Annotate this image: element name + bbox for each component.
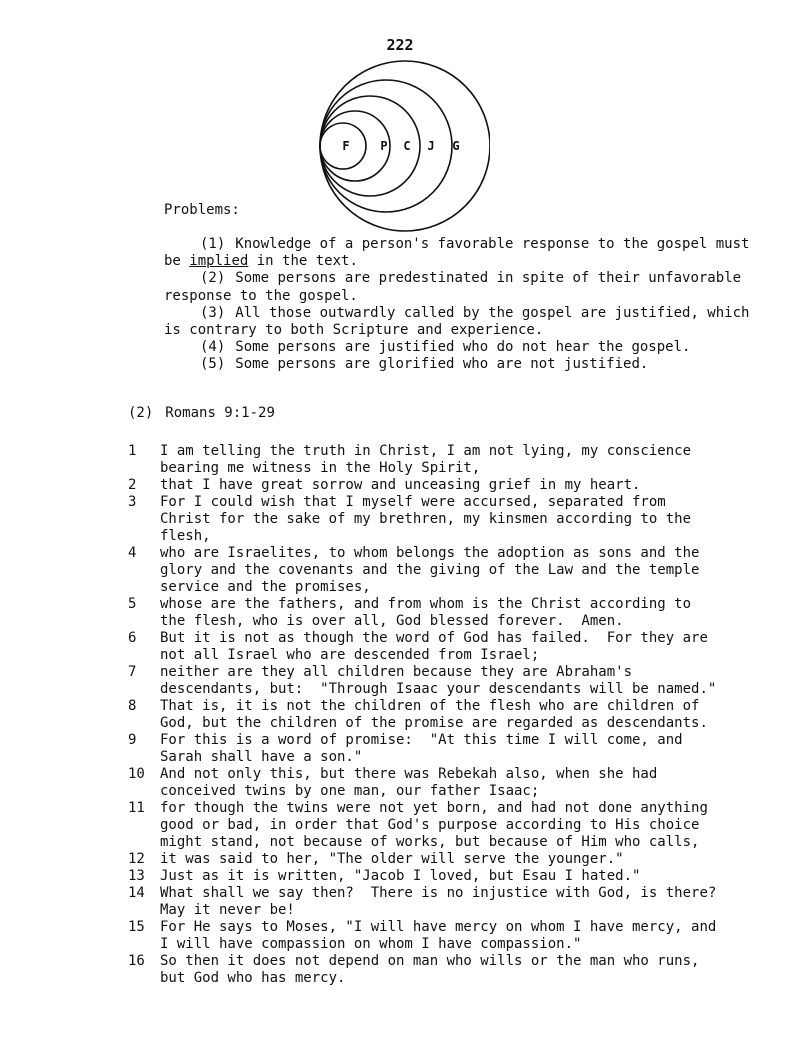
- verse-line: But it is not as though the word of God has failed. For they are: [160, 630, 708, 646]
- verse-line: I will have compassion on whom I have compassion.": [160, 936, 582, 952]
- verse-text: [160, 545, 748, 596]
- verse-text: [160, 800, 748, 851]
- verse-line: but God who has mercy.: [160, 970, 346, 986]
- nested-circles-diagram: [300, 60, 490, 240]
- verse-text: [160, 766, 748, 800]
- verse-line: For this is a word of promise: "At this time I will come, and: [160, 732, 683, 748]
- verse-line: For I could wish that I myself were accursed, separated from: [160, 494, 666, 510]
- verse-number: 14: [128, 885, 145, 901]
- verse-line: God, but the children of the promise are regarded as descendants.: [160, 715, 708, 731]
- circle-label-g: G: [452, 139, 460, 153]
- verse-text: [160, 443, 748, 477]
- verse-item: [128, 596, 748, 630]
- verse-line: service and the promises,: [160, 579, 371, 595]
- verse-number: 3: [128, 494, 137, 510]
- verse-line: might stand, not because of works, but because of Him who calls,: [160, 834, 700, 850]
- problem-item: [164, 339, 764, 356]
- verse-item: [128, 885, 748, 919]
- verse-number: 9: [128, 732, 137, 748]
- verse-number: 2: [128, 477, 137, 493]
- verse-text: [160, 953, 748, 987]
- verse-item: [128, 545, 748, 596]
- problem-text: Knowledge of a person's favorable response to the gospel must be: [164, 236, 758, 270]
- verse-text: [160, 885, 748, 919]
- verse-number: 15: [128, 919, 145, 935]
- section-title: Romans 9:1-29: [165, 405, 275, 421]
- verse-item: [128, 732, 748, 766]
- verse-line: for though the twins were not yet born, and had not done anything: [160, 800, 708, 816]
- verse-line: it was said to her, "The older will serve the younger.": [160, 851, 624, 867]
- verse-text: [160, 919, 748, 953]
- verse-item: [128, 800, 748, 851]
- verse-number: 7: [128, 664, 137, 680]
- verse-line: Sarah shall have a son.": [160, 749, 363, 765]
- verse-line: Christ for the sake of my brethren, my kinsmen according to the: [160, 511, 692, 527]
- verse-number: 8: [128, 698, 137, 714]
- verse-line: the flesh, who is over all, God blessed forever. Amen.: [160, 613, 624, 629]
- verse-line: glory and the covenants and the giving of the Law and the temple: [160, 562, 700, 578]
- verse-line: not all Israel who are descended from Israel;: [160, 647, 540, 663]
- problems-list: [164, 236, 764, 374]
- verse-line: Just as it is written, "Jacob I loved, but Esau I hated.": [160, 868, 641, 884]
- problem-number: (2): [200, 270, 226, 287]
- problem-item: [164, 236, 764, 270]
- verse-text: [160, 698, 748, 732]
- verse-text: [160, 851, 748, 868]
- problems-heading: Problems:: [164, 202, 240, 218]
- verse-line: What shall we say then? There is no injustice with God, is there?: [160, 885, 717, 901]
- verse-number: 6: [128, 630, 137, 646]
- verse-number: 11: [128, 800, 145, 816]
- page-number: 222: [386, 36, 414, 54]
- verse-text: [160, 494, 748, 545]
- problem-item: [164, 270, 764, 304]
- verse-number: 13: [128, 868, 145, 884]
- verse-item: [128, 630, 748, 664]
- verse-line: flesh,: [160, 528, 211, 544]
- problem-item: [164, 356, 764, 373]
- verse-line: neither are they all children because they are Abraham's: [160, 664, 633, 680]
- section-number: (2): [128, 405, 154, 421]
- circle-label-p: P: [380, 139, 388, 153]
- verse-item: [128, 868, 748, 885]
- verse-number: 1: [128, 443, 137, 459]
- verse-item: [128, 698, 748, 732]
- problem-underlined-word: implied: [189, 253, 249, 270]
- section-heading: [128, 405, 275, 421]
- verse-number: 16: [128, 953, 145, 969]
- verse-line: whose are the fathers, and from whom is the Christ according to: [160, 596, 692, 612]
- problem-text: All those outwardly called by the gospel are justified, which is contrary to both Scripture and experience.: [164, 304, 758, 339]
- problem-number: (1): [200, 236, 226, 252]
- verse-item: [128, 477, 748, 494]
- verse-line: And not only this, but there was Rebekah also, when she had: [160, 766, 658, 782]
- verse-line: May it never be!: [160, 902, 295, 918]
- verse-line: who are Israelites, to whom belongs the adoption as sons and the: [160, 545, 700, 561]
- problem-text-end: in the text.: [248, 253, 358, 270]
- verse-number: 10: [128, 766, 145, 782]
- problem-text: Some persons are glorified who are not justified.: [235, 356, 649, 373]
- verse-item: [128, 766, 748, 800]
- verse-item: [128, 953, 748, 987]
- verse-line: I am telling the truth in Christ, I am not lying, my conscience: [160, 443, 692, 459]
- verse-text: [160, 596, 748, 630]
- verse-line: conceived twins by one man, our father Isaac;: [160, 783, 540, 799]
- problem-number: (4): [200, 339, 226, 356]
- verse-line: bearing me witness in the Holy Spirit,: [160, 460, 481, 476]
- verse-line: For He says to Moses, "I will have mercy on whom I have mercy, and: [160, 919, 717, 935]
- verse-number: 5: [128, 596, 137, 612]
- verse-item: [128, 494, 748, 545]
- circle-label-c: C: [403, 139, 411, 153]
- verse-number: 4: [128, 545, 137, 561]
- circle-label-j: J: [427, 139, 435, 153]
- verse-text: [160, 732, 748, 766]
- verse-item: [128, 664, 748, 698]
- verse-line: So then it does not depend on man who wills or the man who runs,: [160, 953, 700, 969]
- verse-line: that I have great sorrow and unceasing grief in my heart.: [160, 477, 641, 493]
- verse-line: good or bad, in order that God's purpose according to His choice: [160, 817, 700, 833]
- problem-text: Some persons are justified who do not hear the gospel.: [235, 339, 691, 356]
- verse-item: [128, 443, 748, 477]
- verse-item: [128, 851, 748, 868]
- verse-line: That is, it is not the children of the flesh who are children of: [160, 698, 700, 714]
- verse-text: [160, 868, 748, 885]
- verse-item: [128, 919, 748, 953]
- problem-number: (5): [200, 356, 226, 373]
- verse-list: [128, 443, 748, 987]
- problem-text: Some persons are predestinated in spite of their unfavorable response to the gospel.: [164, 270, 750, 304]
- verse-line: descendants, but: "Through Isaac your descendants will be named.": [160, 681, 717, 697]
- circle-label-f: F: [342, 139, 350, 153]
- verse-text: [160, 477, 748, 494]
- problem-item: [164, 305, 764, 339]
- verse-text: [160, 630, 748, 664]
- verse-text: [160, 664, 748, 698]
- problem-number: (3): [200, 304, 226, 321]
- verse-number: 12: [128, 851, 145, 867]
